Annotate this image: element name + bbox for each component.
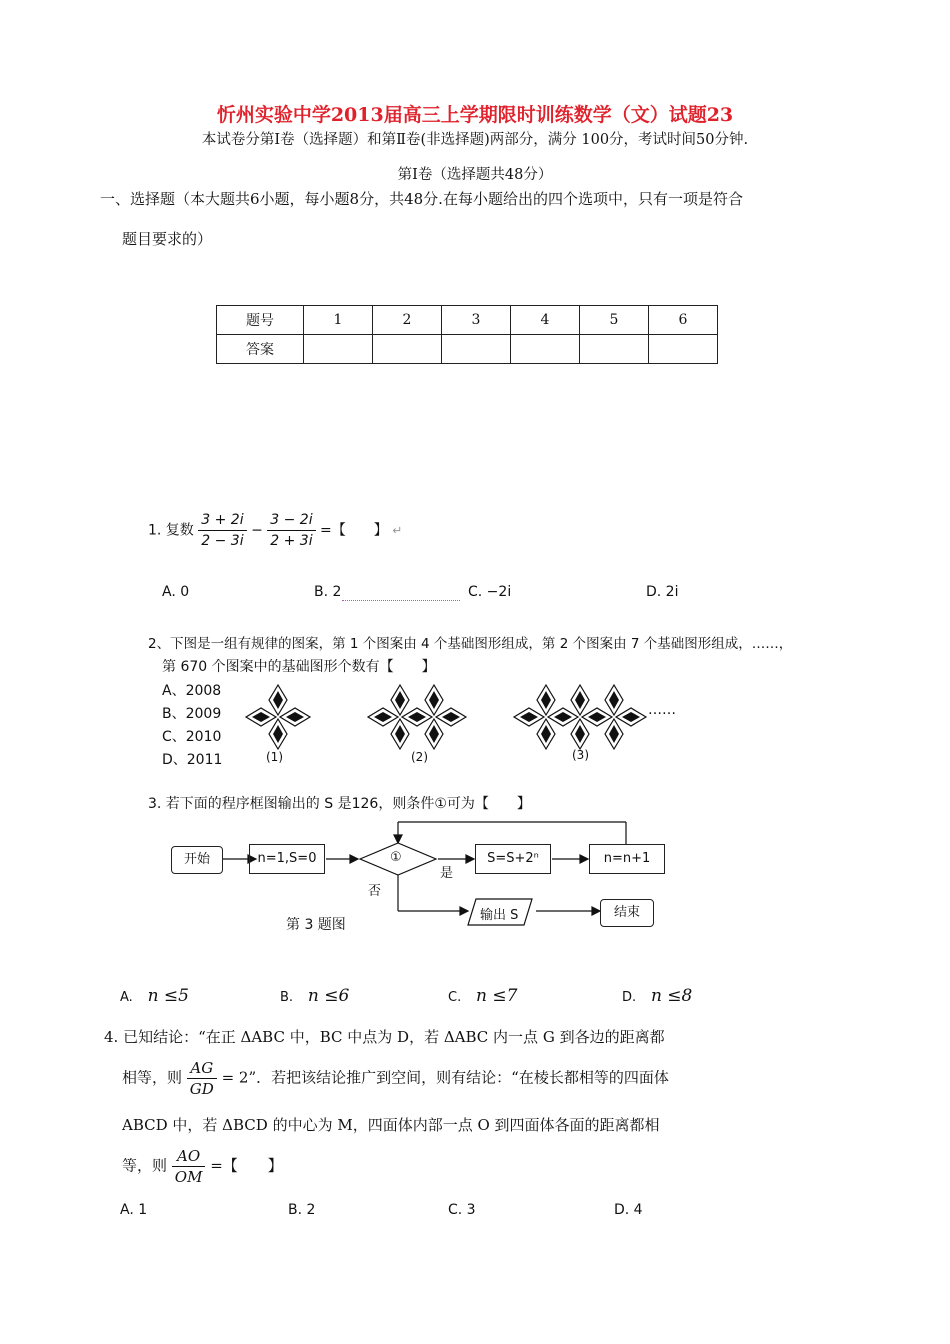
q2-option-b[interactable]: B、2009 [162, 706, 222, 722]
q4-option-a[interactable]: A. 1 [120, 1202, 148, 1218]
q1-option-a[interactable]: A. 0 [162, 584, 190, 600]
q4-line4: 等，则 $\frac{AO}{OM}$ =【 】 [122, 1147, 283, 1186]
table-row [217, 335, 718, 364]
q1-f1-denominator: 2 − 3i [201, 533, 244, 549]
table-cell-number: 6 [649, 306, 718, 335]
q3-caption: 第 3 题图 [286, 917, 346, 933]
table-row [217, 306, 718, 335]
flow-no-label: 否 [368, 884, 382, 899]
answer-cell[interactable] [649, 335, 718, 364]
answer-cell[interactable] [511, 335, 580, 364]
page-title: 忻州实验中学2013届高三上学期限时训练数学（文）试题23 [216, 104, 734, 126]
q1-fraction-2 [267, 510, 315, 551]
pattern-ellipsis: …… [648, 702, 676, 718]
q1-prefix: 1. 复数 [148, 522, 194, 539]
q3-option-d[interactable]: D. n ≤8 [622, 986, 693, 1006]
answer-cell[interactable] [373, 335, 442, 364]
table-cell-number: 5 [580, 306, 649, 335]
q1-f2-numerator: 3 − 2i [267, 510, 315, 531]
exam-intro: 本试卷分第Ⅰ卷（选择题）和第Ⅱ卷(非选择题)两部分，满分 100分，考试时间50分钟. [201, 132, 749, 148]
fig-label-1: (1) [266, 750, 283, 764]
q4-option-b[interactable]: B. 2 [288, 1202, 316, 1218]
q1-option-c[interactable]: C. −2i [468, 584, 512, 600]
q1-f1-numerator: 3 + 2i [198, 510, 246, 531]
q2-option-c[interactable]: C、2010 [162, 729, 222, 745]
q4-option-c[interactable]: C. 3 [448, 1202, 476, 1218]
q4-line2: 相等，则 $\frac{AG}{GD}$ = 2”．若把该结论推广到空间，则有结论：“在棱长都相等的四面体 [122, 1059, 669, 1098]
q2-option-d[interactable]: D、2011 [162, 752, 223, 768]
q4-fraction-2: $\frac{AO}{OM}$ [172, 1146, 206, 1187]
q4-fraction-1: $\frac{AG}{GD}$ [187, 1058, 217, 1099]
pattern-2 [368, 685, 466, 749]
table-cell-label: 答案 [217, 335, 304, 364]
section-heading-line2: 题目要求的） [122, 230, 213, 248]
flow-start: 开始 [171, 846, 223, 874]
flow-update-s: S=S+2ⁿ [475, 844, 551, 874]
q4-option-d[interactable]: D. 4 [614, 1202, 643, 1218]
q1-option-d[interactable]: D. 2i [646, 584, 679, 600]
flow-yes-label: 是 [440, 866, 454, 881]
table-cell-number: 2 [373, 306, 442, 335]
flow-update-n: n=n+1 [589, 844, 665, 874]
q3-option-c[interactable]: C. n ≤7 [448, 986, 518, 1006]
q4-line3: ABCD 中，若 ΔBCD 的中心为 M，四面体内部一点 O 到四面体各面的距离都相 [122, 1116, 660, 1134]
q3-text: 3. 若下面的程序框图输出的 S 是126，则条件①可为【 】 [148, 796, 531, 812]
question-1: 1. 复数 $\frac{3 + 2i}{2 - 3i}$ − $\frac{3 - 2i}{2 + 3i}$ =【 】 ↵ [148, 512, 403, 549]
table-cell-number: 3 [442, 306, 511, 335]
table-cell-label: 题号 [217, 306, 304, 335]
flow-init: n=1,S=0 [249, 844, 325, 874]
q1-option-b[interactable]: B. 2 [314, 584, 342, 600]
dotted-underline [342, 600, 460, 601]
table-cell-number: 4 [511, 306, 580, 335]
table-cell-number: 1 [304, 306, 373, 335]
q3-option-b[interactable]: B. n ≤6 [280, 986, 350, 1006]
flow-condition: ① [390, 850, 402, 865]
answer-cell[interactable] [442, 335, 511, 364]
part-heading: 第Ⅰ卷（选择题共48分） [397, 167, 553, 183]
answer-cell[interactable] [304, 335, 373, 364]
flow-output: 输出 S [480, 908, 519, 923]
answer-cell[interactable] [580, 335, 649, 364]
section-heading-line1: 一、选择题（本大题共6小题，每小题8分，共48分.在每小题给出的四个选项中，只有一项是符合 [100, 190, 743, 208]
pattern-1 [246, 685, 310, 749]
flow-end: 结束 [600, 899, 654, 927]
q3-option-a[interactable]: A. n ≤5 [120, 986, 189, 1006]
q2-option-a[interactable]: A、2008 [162, 683, 222, 699]
q4-line1: 4. 已知结论：“在正 ΔABC 中，BC 中点为 D，若 ΔABC 内一点 G 到各边的距离都 [104, 1028, 665, 1046]
q1-fraction-1 [198, 510, 246, 551]
fig-label-3: (3) [572, 748, 589, 762]
q1-f2-denominator: 2 + 3i [270, 533, 313, 549]
q1-minus: − [251, 522, 263, 539]
pattern-figures [240, 680, 700, 770]
pattern-3 [514, 685, 646, 749]
fig-label-2: (2) [411, 750, 428, 764]
answer-table [216, 305, 718, 364]
q1-suffix: =【 】 [320, 522, 388, 539]
q2-line1: 2、下图是一组有规律的图案，第 1 个图案由 4 个基础图形组成，第 2 个图案由 7 个基础图形组成，……， [148, 636, 793, 652]
q2-line2: 第 670 个图案中的基础图形个数有【 】 [162, 659, 436, 675]
